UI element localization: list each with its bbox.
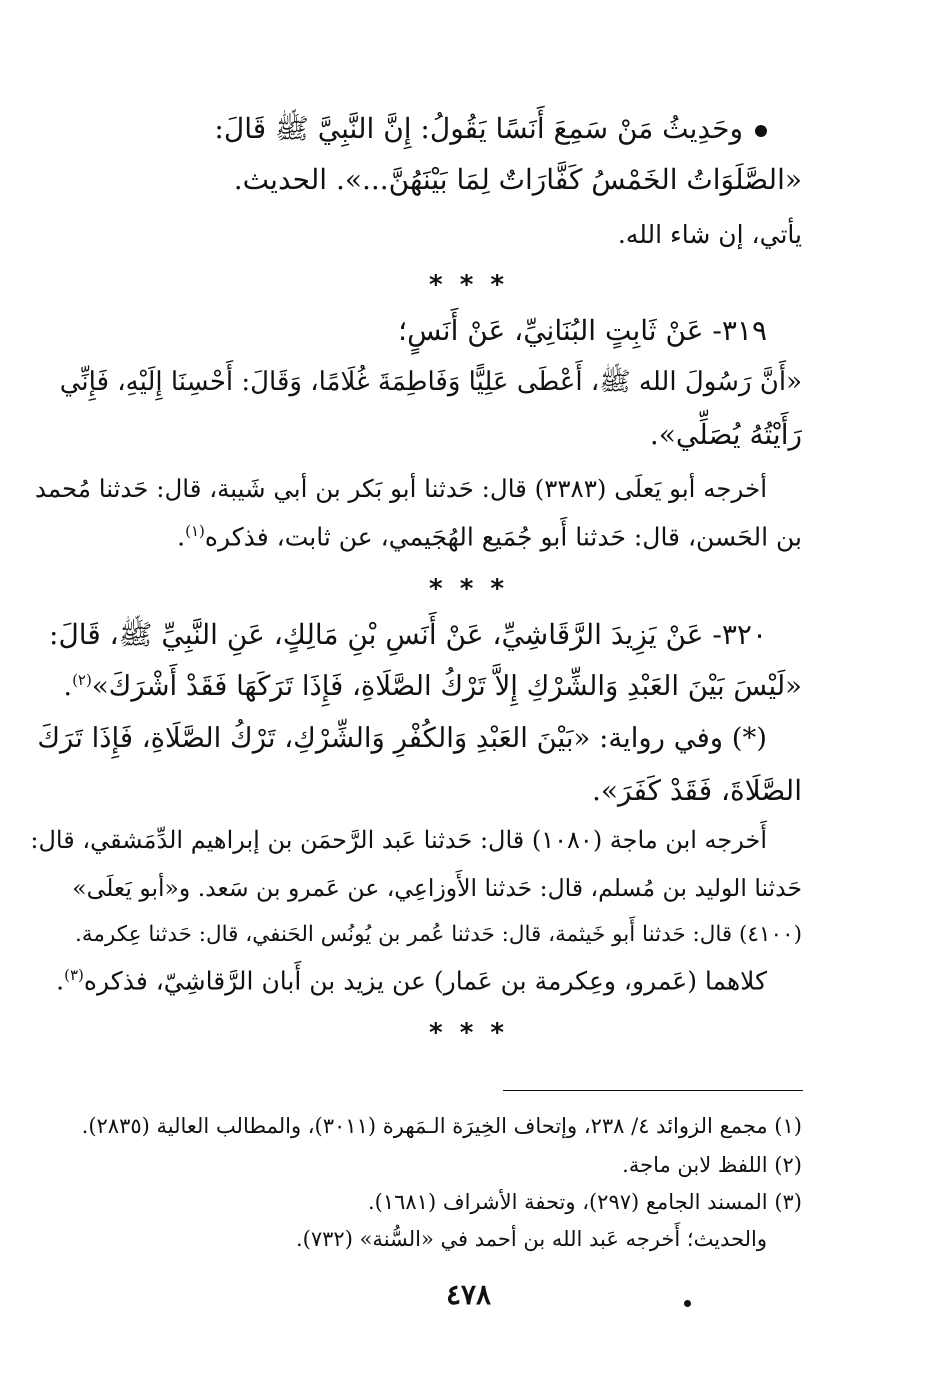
hadith-320-takhrij-line2: حَدثنا الوليد بن مُسلم، قال: حَدثنا الأَوزاعِي، عن عَمرو بن سَعد. و«أبو يَعلَى» <box>72 874 802 902</box>
footnote-1: (١) مجمع الزوائد ٤/ ٢٣٨، وإتحاف الخِيرَة الـمَهرة (٣٠١١)، والمطالب العالية (٢٨٣٥). <box>81 1114 802 1138</box>
footnote-ref-3[interactable]: (٣) <box>64 966 84 984</box>
footnote-ref-2[interactable]: (٢) <box>72 670 92 689</box>
block1-line1: وحَدِيثُ مَنْ سَمِعَ أَنَسًا يَقُولُ: إِنَّ النَّبِيَّ ﷺ قَالَ: <box>214 112 767 146</box>
section-separator: * * * <box>429 574 508 604</box>
hadith-320-takhrij-line1: أَخرجه ابن ماجة (١٠٨٠) قال: حَدثنا عَبد الرَّحمَن بن إبراهيم الدِّمَشقي، قال: <box>30 826 767 854</box>
hadith-320-text-line1: «لَيْسَ بَيْنَ العَبْدِ وَالشِّرْكِ إِلاَّ تَرْكُ الصَّلَاةِ، فَإِذَا تَرَكَهَا فَقَدْ أَشْرَكَ»$^{(٢)}$. <box>63 670 802 702</box>
hadith-320-takhrij-line4: كلاهما (عَمرو، وعِكرمة بن عَمار) عن يزيد بن أَبان الرَّقاشِيّ، فذكره$^{(٣)}$. <box>56 966 767 996</box>
hadith-320-takhrij-line3: (٤١٠٠) قال: حَدثنا أَبو خَيثمة، قال: حَدثنا عُمر بن يُونُس الحَنفي، قال: حَدثنا عِكرمة. <box>75 922 802 947</box>
footnote-2: (٢) اللفظ لابن ماجة. <box>622 1153 802 1177</box>
dot-mark <box>684 1300 691 1307</box>
page-number: ٤٧٨ <box>445 1278 492 1311</box>
section-separator: * * * <box>429 1018 508 1048</box>
footnote-3: (٣) المسند الجامع (٢٩٧)، وتحفة الأشراف (١٦٨١). <box>367 1190 802 1214</box>
section-separator: * * * <box>429 270 508 300</box>
footnote-ref-1[interactable]: (١) <box>185 522 205 540</box>
hadith-319-text-line1: «أَنَّ رَسُولَ الله ﷺ، أَعْطَى عَلِيًّا وَفَاطِمَةَ غُلَامًا، وَقَالَ: أَحْسِنَا إِلَيْهِ، فَإِنِّي <box>59 367 802 397</box>
bullet-icon <box>755 125 767 137</box>
hadith-319-takhrij-line1: أخرجه أبو يَعلَى (٣٣٨٣) قال: حَدثنا أبو بَكر بن أبي شَيبة، قال: حَدثنا مُحمد <box>34 474 767 503</box>
hadith-319-takhrij-line2: بن الحَسن، قال: حَدثنا أَبو جُمَيع الهُجَيمي، عن ثابت، فذكره$^{(١)}$. <box>177 522 802 552</box>
hadith-320-heading: ٣٢٠- عَنْ يَزِيدَ الرَّقَاشِيِّ، عَنْ أَنَسِ بْنِ مَالِكٍ، عَنِ النَّبِيِّ ﷺ، قَالَ: <box>49 618 767 651</box>
block1-line3: يأتي، إن شاء الله. <box>617 220 802 249</box>
block1-line2: «الصَّلَوَاتُ الخَمْسُ كَفَّارَاتٌ لِمَا بَيْنَهُنَّ...». الحديث. <box>233 163 802 196</box>
footnote-divider <box>503 1090 803 1091</box>
hadith-320-riwaya-line1: (*) وفي رواية: «بَيْنَ العَبْدِ وَالكُفْرِ وَالشِّرْكِ، تَرْكُ الصَّلَاةِ، فَإِذَا تَرَكَ <box>37 722 767 754</box>
footnote-3-continuation: والحديث؛ أَخرجه عَبد الله بن أحمد في «السُّنة» (٧٣٢). <box>296 1227 767 1251</box>
hadith-320-riwaya-line2: الصَّلَاةَ، فَقَدْ كَفَرَ». <box>591 774 802 807</box>
hadith-319-text-line2: رَأَيْتُهُ يُصَلِّي». <box>649 418 802 451</box>
hadith-319-heading: ٣١٩- عَنْ ثَابِتٍ البُنَانِيِّ، عَنْ أَنَسٍ؛ <box>398 314 767 347</box>
